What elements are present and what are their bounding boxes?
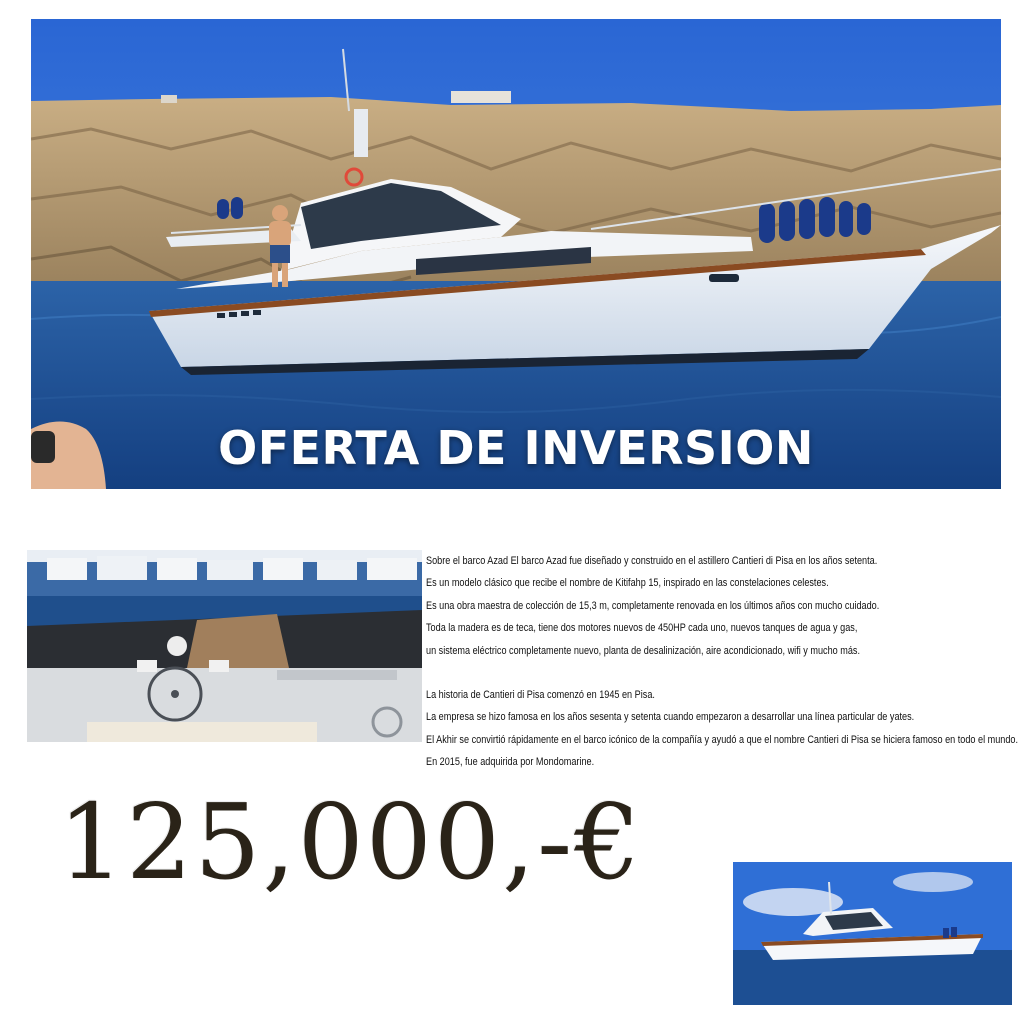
history-line: El Akhir se convirtió rápidamente en el barco icónico de la compañía y ayudó a que el nombre Cantieri di Pisa se hiciera famoso en todo el mundo. bbox=[426, 733, 1019, 746]
hero-photo bbox=[31, 19, 1001, 489]
history-line: La historia de Cantieri di Pisa comenzó en 1945 en Pisa. bbox=[426, 689, 655, 702]
deck-photo bbox=[27, 550, 422, 742]
history-line: La empresa se hizo famosa en los años sesenta y setenta cuando empezaron a desarrollar una línea particular de yates. bbox=[426, 711, 915, 724]
flybridge-illustration bbox=[27, 550, 422, 742]
description-line: Es un modelo clásico que recibe el nombre de Kitifahp 15, inspirado en las constelaciones celestes. bbox=[426, 577, 829, 590]
yacht-thumbnail bbox=[733, 862, 1012, 1005]
description-line: un sistema eléctrico completamente nuevo, planta de desalinización, aire acondicionado, wifi y mucho más. bbox=[426, 644, 861, 657]
description-line: Sobre el barco Azad El barco Azad fue diseñado y construido en el astillero Cantieri di Pisa en los años setenta. bbox=[426, 555, 878, 567]
yacht-cliff-illustration bbox=[31, 19, 1001, 489]
yacht-description bbox=[426, 550, 1019, 774]
description-line: Es una obra maestra de colección de 15,3 m, completamente renovada en los últimos años con mucho cuidado. bbox=[426, 599, 880, 612]
history-line: En 2015, fue adquirida por Mondomarine. bbox=[426, 756, 595, 769]
description-line: Toda la madera es de teca, tiene dos motores nuevos de 450HP cada uno, nuevos tanques de agua y gas, bbox=[426, 622, 858, 635]
paragraph-spacer bbox=[426, 662, 939, 684]
price-label: 125,000,-€ bbox=[58, 781, 643, 903]
hero-title: OFERTA DE INVERSION bbox=[218, 421, 814, 475]
yacht-side-view-illustration bbox=[733, 862, 1012, 1005]
